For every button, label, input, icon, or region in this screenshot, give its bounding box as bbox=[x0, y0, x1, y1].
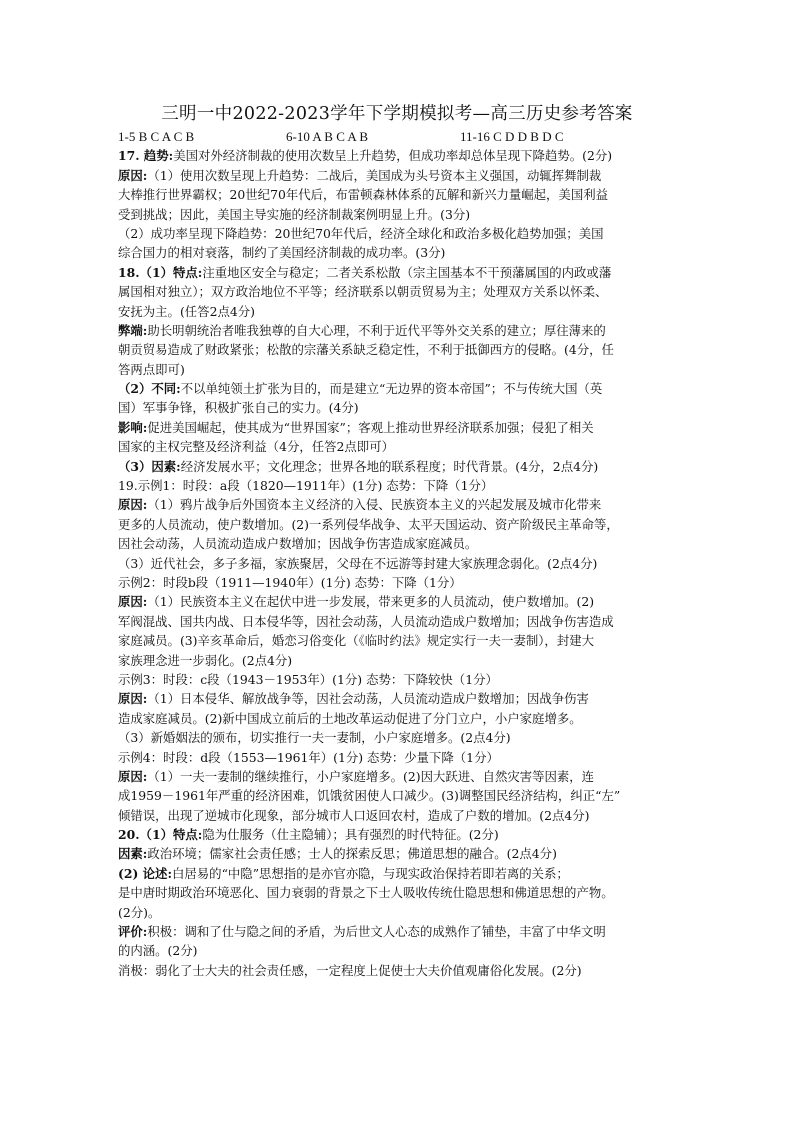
answer-line-label: 17. 趋势: bbox=[118, 148, 174, 164]
answer-line bbox=[118, 748, 683, 767]
answer-line-text: 消极：弱化了士大夫的社会责任感，一定程度上促使士大夫价值观庸俗化发展。(2分) bbox=[118, 962, 582, 978]
answer-line-label: 弊端: bbox=[118, 322, 148, 338]
answer-line-text: 促进美国崛起，使其成为“世界国家”；客观上推动世界经济联系加强；侵犯了相关 bbox=[147, 419, 594, 435]
answer-line bbox=[118, 806, 683, 825]
answer-content bbox=[118, 127, 683, 980]
answer-line bbox=[118, 437, 683, 456]
answer-line-label: 原因: bbox=[118, 691, 148, 707]
answer-line bbox=[118, 263, 683, 282]
answer-line-label: 评价: bbox=[118, 924, 148, 940]
answer-line-text: 安抚为主。(任答2点4分) bbox=[118, 303, 255, 319]
answer-line bbox=[118, 864, 683, 883]
answer-line-text: 综合国力的相对衰落，制约了美国经济制裁的成功率。(3分) bbox=[118, 245, 446, 261]
answer-line-text: 的内涵。(2分) bbox=[118, 943, 198, 959]
answer-line-text: 倾错误，出现了逆城市化现象，部分城市人口返回农村，造成了户数的增加。(2点4分) bbox=[118, 807, 590, 823]
answer-line bbox=[118, 592, 683, 611]
answer-line-text: （3）新婚姻法的颁布，切实推行一夫一妻制，小户家庭增多。(2点4分) bbox=[118, 730, 511, 746]
answer-line bbox=[118, 534, 683, 553]
answer-lines bbox=[118, 146, 683, 980]
answer-line-text: 是中唐时期政治环境恶化、国力衰弱的背景之下士人吸收传统仕隐思想和佛道思想的产物。 bbox=[118, 885, 614, 901]
answer-line bbox=[118, 302, 683, 321]
answer-line-text: 助长明朝统治者唯我独尊的自大心理，不利于近代平等外交关系的建立；厚往薄来的 bbox=[147, 322, 606, 338]
answer-line-text: 家族理念进一步弱化。(2点4分) bbox=[118, 652, 293, 668]
answer-line bbox=[118, 457, 683, 476]
answer-line-label: 原因: bbox=[118, 768, 148, 784]
answer-line-text: 家庭减员。(3)辛亥革命后，婚恋习俗变化（《临时约法》规定实行一夫一妻制），封建大 bbox=[118, 633, 594, 649]
answer-line-text: 国家的主权完整及经济利益（4分，任答2点即可） bbox=[118, 439, 394, 455]
answer-line-text: 军阀混战、国共内战、日本侵华等，因社会动荡，人员流动造成户数增加；因战争伤害造成 bbox=[118, 613, 614, 629]
answer-line-text: 大棒推行世界霸权；20世纪70年代后，布雷顿森林体系的瓦解和新兴力量崛起，美国利益 bbox=[118, 187, 608, 203]
answer-line-text: 因社会动荡，人员流动造成户数增加；因战争伤害造成家庭减员。 bbox=[118, 536, 478, 552]
answer-line bbox=[118, 728, 683, 747]
answer-line bbox=[118, 495, 683, 514]
answer-line-label: 原因: bbox=[118, 167, 148, 183]
answer-line-text: （1）鸦片战争后外国资本主义经济的入侵、民族资本主义的兴起发展及城市化带来 bbox=[147, 497, 602, 513]
mc-group-3: 11-16 C D D B D C bbox=[460, 129, 564, 144]
answer-line bbox=[118, 631, 683, 650]
answer-line-text: 国）军事争锋，积极扩张自己的实力。(4分) bbox=[118, 400, 359, 416]
answer-line bbox=[118, 321, 683, 340]
mc-group-2: 6-10 A B C A B bbox=[286, 129, 368, 144]
answer-line-text: 经济发展水平；文化理念；世界各地的联系程度；时代背景。(4分，2点4分) bbox=[180, 458, 599, 474]
answer-line bbox=[118, 689, 683, 708]
answer-line bbox=[118, 941, 683, 960]
answer-line bbox=[118, 398, 683, 417]
answer-line bbox=[118, 205, 683, 224]
answer-line bbox=[118, 282, 683, 301]
answer-line-text: 更多的人员流动，使户数增加。(2)一系列侵华战争、太平天国运动、资产阶级民主革命等， bbox=[118, 516, 619, 532]
answer-line-text: 示例3：时段：c段（1943－1953年）(1分) 态势：下降较快（1分） bbox=[118, 671, 498, 687]
answer-line-label: 因素: bbox=[118, 846, 148, 862]
answer-line-label: 18.（1）特点: bbox=[118, 264, 203, 280]
answer-line-text: 属国相对独立）；双方政治地位不平等；经济联系以朝贡贸易为主；处理双方关系以怀柔、 bbox=[118, 284, 608, 300]
answer-line bbox=[118, 360, 683, 379]
answer-line-text: 朝贡贸易造成了财政紧张；松散的宗藩关系缺乏稳定性，不利于抵御西方的侵略。(4分，任 bbox=[118, 342, 614, 358]
answer-line-label: 原因: bbox=[118, 594, 148, 610]
answer-line-label: 影响: bbox=[118, 419, 148, 435]
answer-line bbox=[118, 844, 683, 863]
answer-line bbox=[118, 418, 683, 437]
answer-line-text: （1）使用次数呈现上升趋势：二战后，美国成为头号资本主义强国，动辄挥舞制裁 bbox=[147, 167, 602, 183]
answer-line bbox=[118, 922, 683, 941]
answer-line bbox=[118, 224, 683, 243]
answer-line-label: （2）不同: bbox=[118, 381, 181, 397]
answer-line bbox=[118, 340, 683, 359]
answer-line bbox=[118, 767, 683, 786]
answer-line-text: 注重地区安全与稳定；二者关系松散（宗主国基本不干预藩属国的内政或藩 bbox=[202, 264, 612, 280]
answer-line bbox=[118, 651, 683, 670]
answer-line-text: 受到挑战；因此，美国主导实施的经济制裁案例明显上升。(3分) bbox=[118, 206, 471, 222]
answer-line-text: 白居易的“中隐”思想指的是亦官亦隐，与现实政治保持若即若离的关系； bbox=[172, 865, 569, 881]
answer-line-text: 答两点即可) bbox=[118, 361, 185, 377]
answer-line bbox=[118, 786, 683, 805]
answer-line bbox=[118, 670, 683, 689]
answer-line bbox=[118, 554, 683, 573]
multiple-choice-answers bbox=[118, 127, 683, 146]
answer-line bbox=[118, 146, 683, 165]
answer-line bbox=[118, 185, 683, 204]
answer-line-text: (2分)。 bbox=[118, 904, 161, 920]
answer-line-text: 积极：调和了仕与隐之间的矛盾，为后世文人心态的成熟作了铺垫，丰富了中华文明 bbox=[147, 924, 606, 940]
answer-line-text: （1）日本侵华、解放战争等，因社会动荡，人员流动造成户数增加；因战争伤害 bbox=[147, 691, 589, 707]
answer-line bbox=[118, 883, 683, 902]
page-title: 三明一中2022-2023学年下学期模拟考—高三历史参考答案 bbox=[161, 104, 633, 124]
mc-group-1: 1-5 B C A C B bbox=[118, 129, 195, 144]
answer-line bbox=[118, 612, 683, 631]
answer-line-text: 19.示例1：时段：a段（1820—1911年）(1分) 态势：下降（1分） bbox=[118, 478, 494, 494]
answer-line bbox=[118, 825, 683, 844]
answer-line-text: （2）成功率呈现下降趋势：20世纪70年代后，经济全球化和政治多极化趋势加强；美国 bbox=[118, 225, 604, 241]
answer-line-label: 20.（1）特点: bbox=[118, 827, 203, 843]
answer-line bbox=[118, 379, 683, 398]
answer-line-text: 示例4：时段：d段（1553—1961年）(1分) 态势：少量下降（1分） bbox=[118, 749, 499, 765]
answer-line-text: （3）近代社会，多子多福，家族聚居，父母在不远游等封建大家族理念弱化。(2点4分) bbox=[118, 555, 598, 571]
answer-line-text: 成1959－1961年严重的经济困难，饥饿贫困使人口减少。(3)调整国民经济结构，纠正“左” bbox=[118, 788, 621, 804]
answer-line bbox=[118, 476, 683, 495]
answer-line bbox=[118, 166, 683, 185]
answer-line-text: 政治环境；儒家社会责任感；士人的探索反思；佛道思想的融合。(2点4分) bbox=[147, 846, 557, 862]
answer-line-text: 不以单纯领土扩张为目的，而是建立“无边界的资本帝国”；不与传统大国（英 bbox=[180, 381, 603, 397]
answer-line-text: （1）民族资本主义在起伏中进一步发展，带来更多的人员流动，使户数增加。(2) bbox=[147, 594, 595, 610]
answer-line-text: 隐为仕服务（仕主隐辅）；具有强烈的时代特征。(2分) bbox=[202, 827, 499, 843]
answer-line bbox=[118, 709, 683, 728]
answer-line-label: 原因: bbox=[118, 497, 148, 513]
answer-line-text: 造成家庭减员。(2)新中国成立前后的土地改革运动促进了分门立户，小户家庭增多。 bbox=[118, 710, 582, 726]
answer-line bbox=[118, 515, 683, 534]
answer-line bbox=[118, 903, 683, 922]
answer-line bbox=[118, 243, 683, 262]
answer-line-text: 示例2：时段b段（1911—1940年）(1分) 态势：下降（1分） bbox=[118, 574, 462, 590]
answer-line-label: (2) 论述: bbox=[118, 865, 173, 881]
answer-line-text: 美国对外经济制裁的使用次数呈上升趋势，但成功率却总体呈现下降趋势。(2分) bbox=[173, 148, 613, 164]
answer-line bbox=[118, 961, 683, 980]
answer-line bbox=[118, 573, 683, 592]
answer-line-text: （1）一夫一妻制的继续推行，小户家庭增多。(2)因大跃进、自然灾害等因素，连 bbox=[147, 768, 595, 784]
answer-line-label: （3）因素: bbox=[118, 458, 181, 474]
